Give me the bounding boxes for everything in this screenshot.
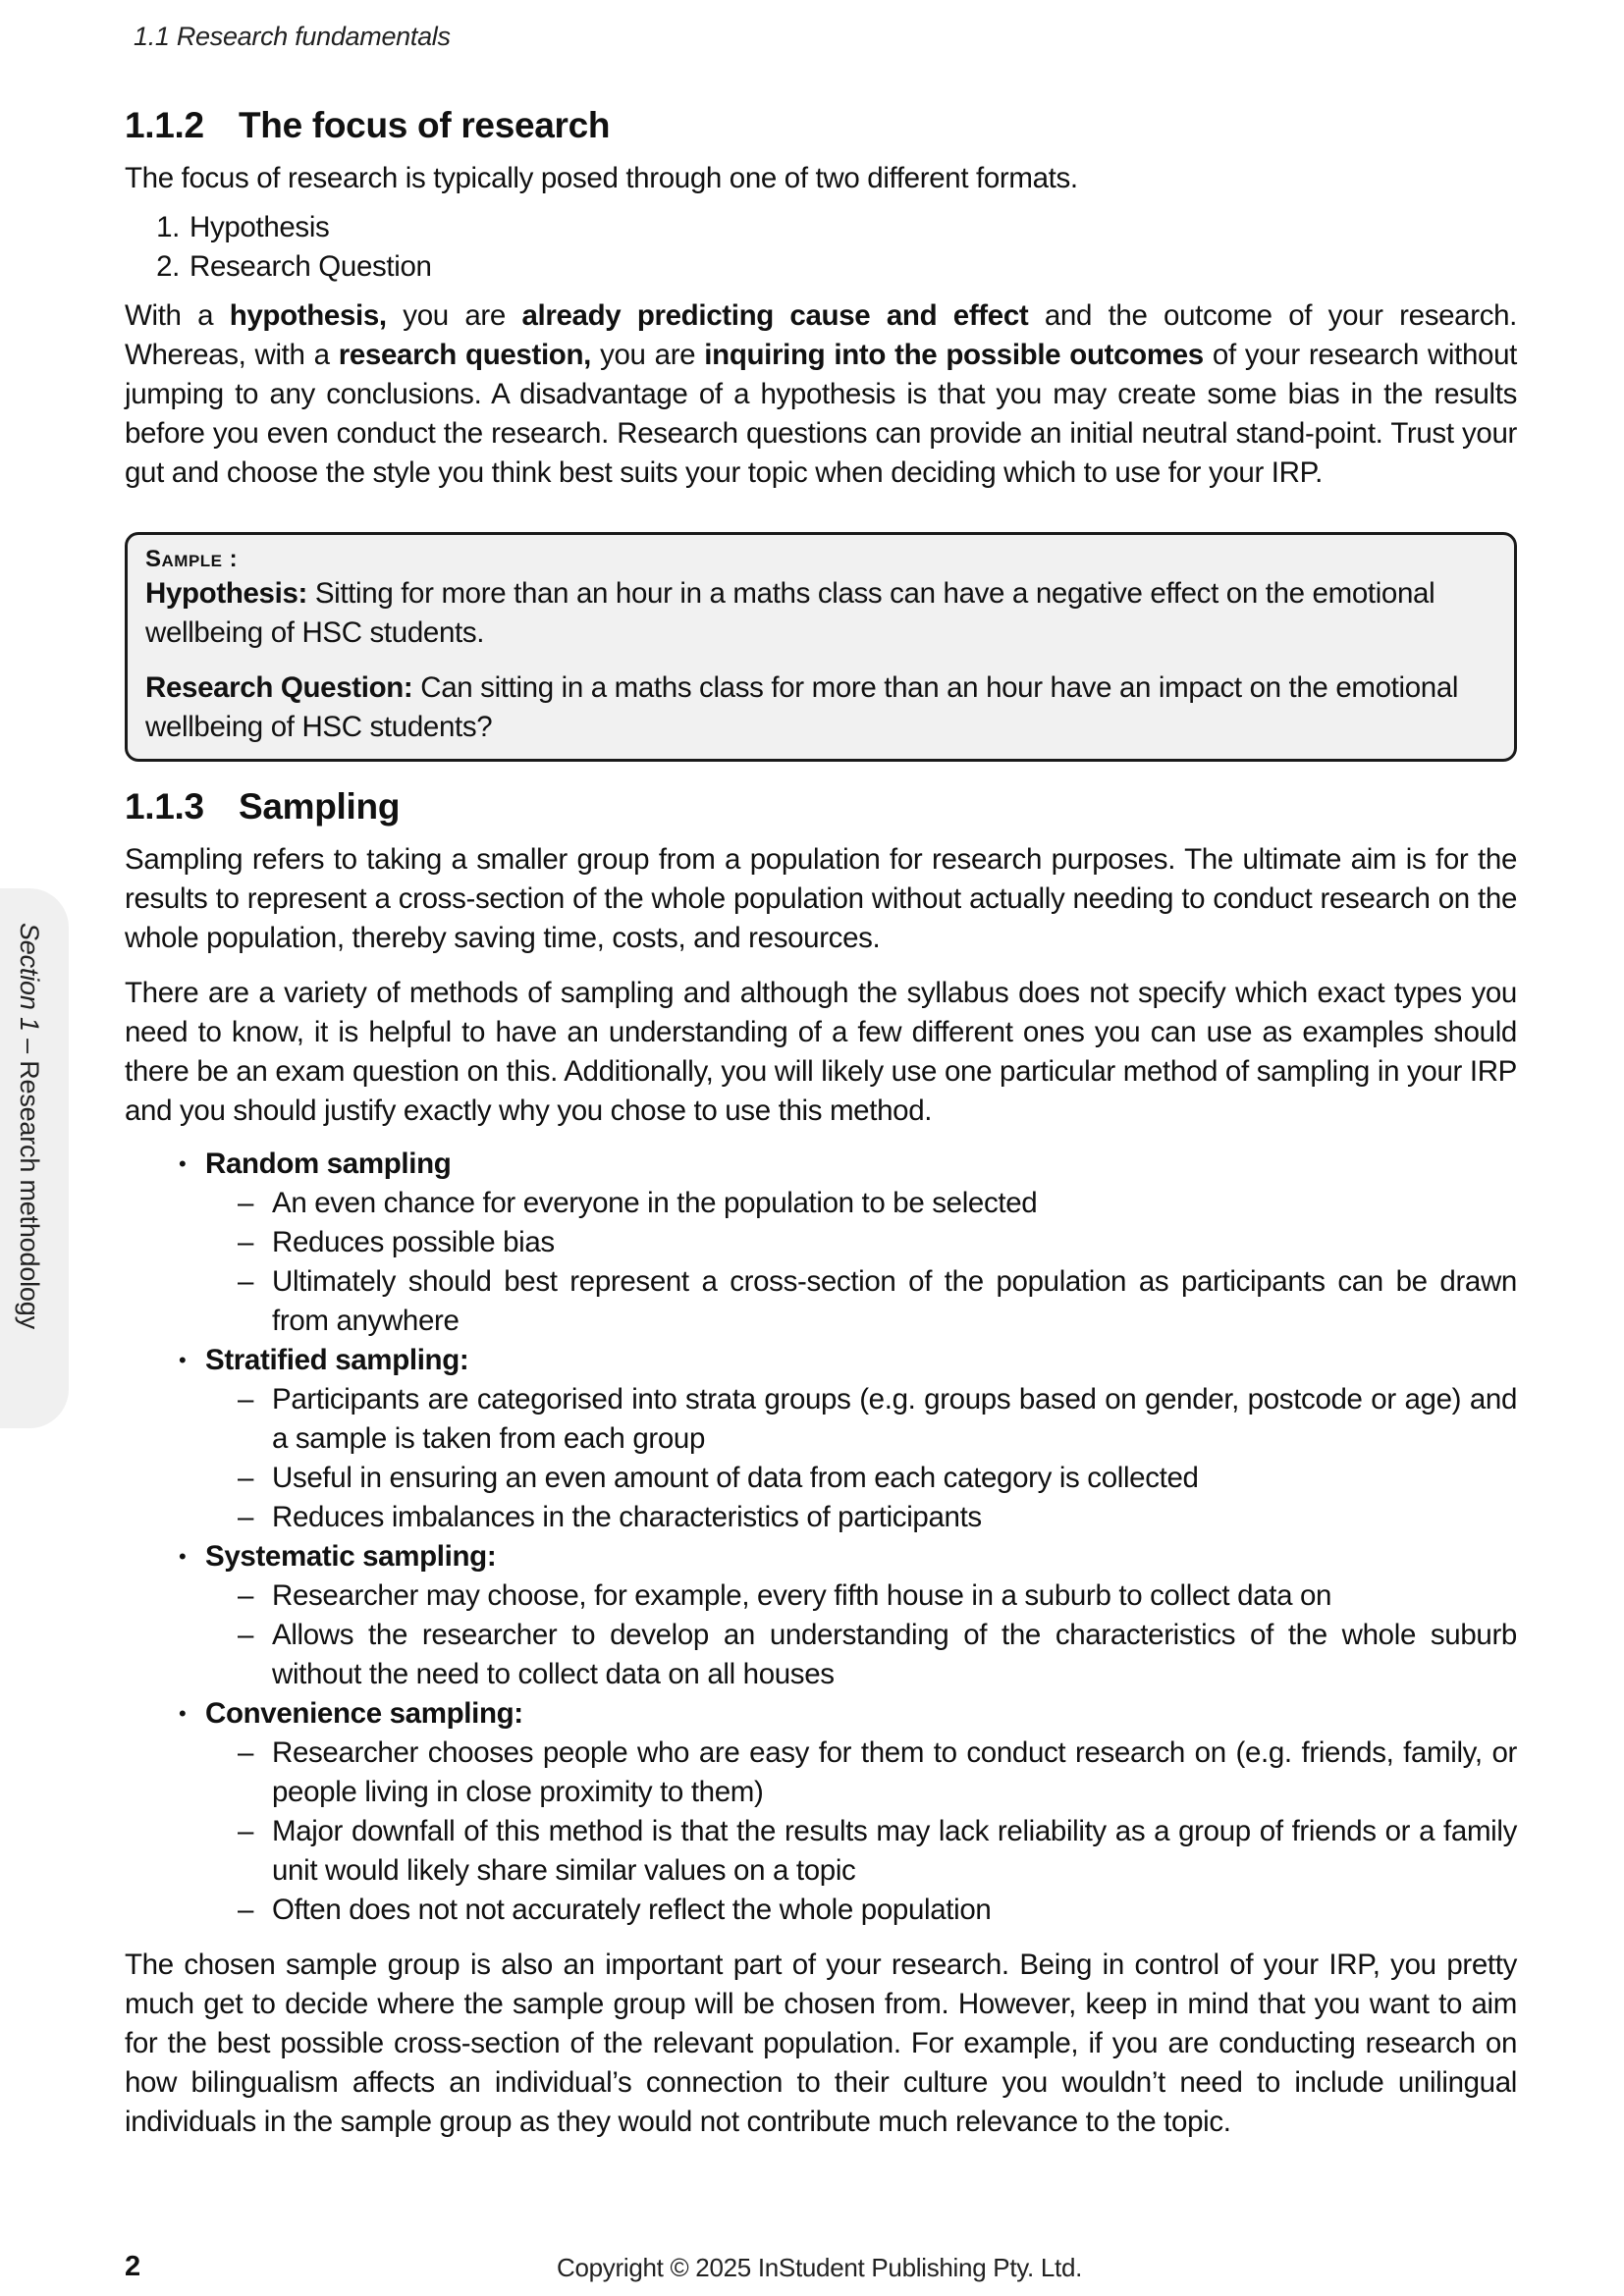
heading-sampling bbox=[125, 783, 1517, 830]
sampling-method-points bbox=[198, 1734, 1517, 1930]
copyright-notice: Copyright © 2025 InStudent Publishing Pty. Ltd. bbox=[557, 2253, 1083, 2282]
page-content bbox=[125, 102, 1517, 2142]
list-item bbox=[198, 1459, 1517, 1498]
sampling-methods-list bbox=[125, 1145, 1517, 1930]
list-item bbox=[198, 1223, 1517, 1262]
sampling-method-name: Stratified sampling: bbox=[205, 1344, 469, 1376]
sampling-method-points bbox=[198, 1380, 1517, 1537]
list-item bbox=[198, 1184, 1517, 1223]
heading-focus-of-research bbox=[125, 102, 1517, 149]
list-item: 1. Hypothesis bbox=[156, 211, 330, 243]
bullet-icon: • bbox=[179, 1151, 187, 1176]
sampling-method-item bbox=[125, 1694, 1517, 1930]
list-item bbox=[198, 1498, 1517, 1537]
heading-number: 1.1.2 bbox=[125, 105, 204, 145]
sampling-method-name: Random sampling bbox=[205, 1148, 452, 1180]
sampling-method-name: Systematic sampling: bbox=[205, 1540, 497, 1573]
point-text: Researcher chooses people who are easy for them to conduct research on (e.g. friends, family, or people living in close proximity to them) bbox=[272, 1736, 1517, 1808]
sampling-method-item bbox=[125, 1537, 1517, 1694]
heading-title: Sampling bbox=[239, 786, 401, 827]
sampling-method-item bbox=[125, 1341, 1517, 1537]
sampling-paragraph-2: There are a variety of methods of sampling and although the syllabus does not specify which exact types you need to know, it is helpful to have an understanding of a few different ones you can use as examples should there be an exam question on this. Additionally, you will likely use one particular method of sampling in your IRP and you should justify exactly why you chose to use this method. bbox=[125, 977, 1517, 1127]
sample-research-question: Research Question: Can sitting in a maths class for more than an hour have an impact on the emotional wellbeing of HSC students? bbox=[145, 671, 1459, 743]
dash-icon: – bbox=[238, 1187, 254, 1219]
sampling-method-item bbox=[125, 1145, 1517, 1341]
point-text: Reduces possible bias bbox=[272, 1226, 555, 1258]
sampling-paragraph-3: The chosen sample group is also an important part of your research. Being in control of your IRP, you pretty much get to decide where the sample group will be chosen from. However, keep in mind that you want to aim for the best possible cross-section of the relevant population. For example, if you are conducting research on how bilingualism affects an individual’s connection to their culture you wouldn’t need to include unilingual individuals in the sample group as they would not contribute much relevance to the topic. bbox=[125, 1949, 1517, 2138]
focus-formats-list bbox=[125, 208, 1517, 287]
focus-intro: The focus of research is typically posed through one of two different formats. bbox=[125, 162, 1078, 194]
list-item: 2. Research Question bbox=[156, 250, 432, 283]
point-text: Allows the researcher to develop an understanding of the characteristics of the whole suburb without the need to collect data on all houses bbox=[272, 1619, 1517, 1690]
point-text: Ultimately should best represent a cross-section of the population as participants can be drawn from anywhere bbox=[272, 1265, 1517, 1337]
list-item bbox=[198, 1616, 1517, 1694]
list-item bbox=[198, 1734, 1517, 1812]
section-side-tab-label bbox=[14, 923, 44, 1329]
dash-icon: – bbox=[238, 1226, 254, 1258]
point-text: Often does not not accurately reflect the whole population bbox=[272, 1894, 992, 1926]
list-item bbox=[198, 1262, 1517, 1341]
sample-label: Sample : bbox=[145, 546, 239, 572]
sampling-method-points bbox=[198, 1576, 1517, 1694]
point-text: Useful in ensuring an even amount of data from each category is collected bbox=[272, 1462, 1199, 1494]
sample-hypothesis: Hypothesis: Sitting for more than an hour in a maths class can have a negative effect on the emotional wellbeing of HSC students. bbox=[145, 577, 1435, 649]
dash-icon: – bbox=[238, 1815, 254, 1847]
list-item bbox=[198, 1576, 1517, 1616]
side-tab-title: Research methodology bbox=[15, 1060, 44, 1329]
dash-icon: – bbox=[238, 1265, 254, 1298]
focus-paragraph: With a hypothesis, you are already predicting cause and effect and the outcome of your research. Whereas, with a research question, you are inquiring into the possible outcomes of your research without jumping to any conclusions. A disadvantage of a hypothesis is that you may create some bias in the results before you even conduct the research. Research questions can provide an initial neutral stand-point. Trust your gut and choose the style you think best suits your topic when deciding which to use for your IRP. bbox=[125, 299, 1517, 489]
dash-icon: – bbox=[238, 1462, 254, 1494]
heading-title: The focus of research bbox=[239, 105, 611, 145]
side-tab-dash: – bbox=[15, 1031, 44, 1061]
dash-icon: – bbox=[238, 1736, 254, 1769]
point-text: Major downfall of this method is that the results may lack reliability as a group of friends or a family unit would likely share similar values on a topic bbox=[272, 1815, 1517, 1887]
sampling-method-points bbox=[198, 1184, 1517, 1341]
point-text: Reduces imbalances in the characteristics of participants bbox=[272, 1501, 982, 1533]
point-text: Participants are categorised into strata groups (e.g. groups based on gender, postcode or age) and a sample is taken from each group bbox=[272, 1383, 1517, 1455]
list-item bbox=[198, 1891, 1517, 1930]
point-text: An even chance for everyone in the population to be selected bbox=[272, 1187, 1038, 1219]
heading-number: 1.1.3 bbox=[125, 786, 204, 827]
list-item bbox=[198, 1380, 1517, 1459]
bullet-icon: • bbox=[179, 1544, 187, 1569]
sampling-paragraph-1: Sampling refers to taking a smaller group from a population for research purposes. The ultimate aim is for the results to represent a cross-section of the whole population without actually needing to conduct research on the whole population, thereby saving time, costs, and resources. bbox=[125, 843, 1517, 954]
sampling-method-name: Convenience sampling: bbox=[205, 1697, 523, 1730]
side-tab-section: Section 1 bbox=[15, 923, 44, 1032]
bullet-icon: • bbox=[179, 1701, 187, 1726]
dash-icon: – bbox=[238, 1579, 254, 1612]
list-item bbox=[198, 1812, 1517, 1891]
dash-icon: – bbox=[238, 1619, 254, 1651]
running-head: 1.1 Research fundamentals bbox=[134, 22, 451, 51]
dash-icon: – bbox=[238, 1383, 254, 1415]
sample-callout-box bbox=[125, 532, 1517, 762]
point-text: Researcher may choose, for example, every fifth house in a suburb to collect data on bbox=[272, 1579, 1332, 1612]
dash-icon: – bbox=[238, 1894, 254, 1926]
bullet-icon: • bbox=[179, 1348, 187, 1372]
dash-icon: – bbox=[238, 1501, 254, 1533]
page-number: 2 bbox=[125, 2251, 141, 2282]
